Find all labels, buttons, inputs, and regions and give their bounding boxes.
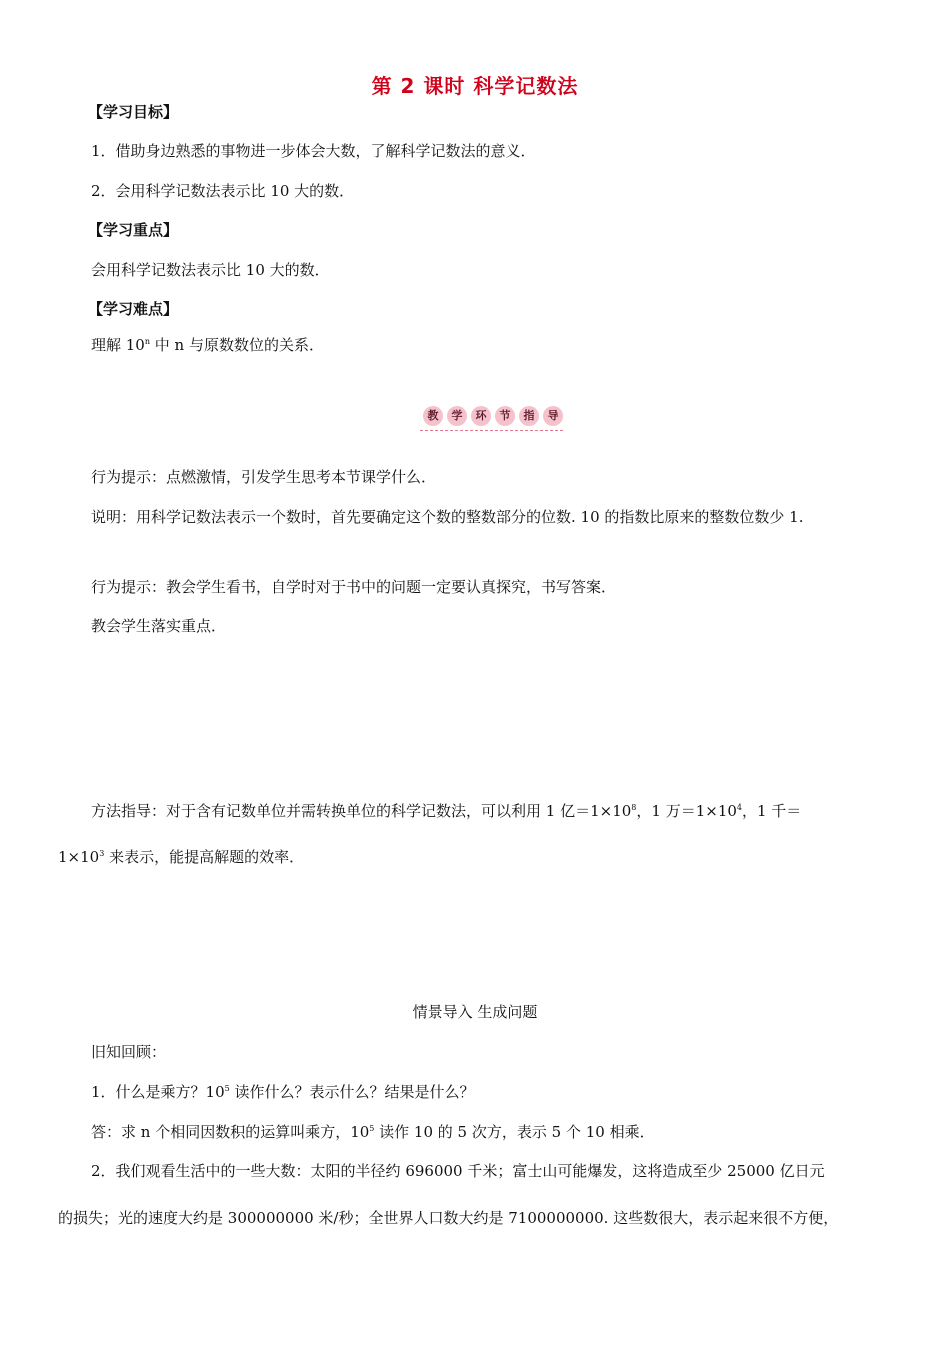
question-1-exponent: 5 (224, 1084, 230, 1093)
guidance-hint-2: 行为提示：教会学生看书，自学时对于书中的问题一定要认真探究，书写答案． (91, 578, 617, 596)
section-heading: 情景导入 生成问题 (412, 1003, 538, 1021)
badge-char: 教 (423, 406, 443, 426)
difficulties-text (91, 335, 324, 355)
badge-char: 节 (495, 406, 515, 426)
method-text-e: 来表示，能提高解题的效率． (104, 848, 305, 866)
difficulties-exponent: n (144, 337, 151, 346)
method-line-2 (58, 847, 304, 867)
objectives-heading: 【学习目标】 (88, 103, 179, 121)
question-1 (91, 1082, 475, 1102)
objective-item-1: 1．借助身边熟悉的事物进一步体会大数，了解科学记数法的意义． (91, 142, 536, 160)
method-text-b: ，1 万＝1×10 (636, 802, 737, 820)
answer-1-exponent: 5 (369, 1124, 375, 1133)
question-2-line-1: 2．我们观看生活中的一些大数：太阳的半径约 696000 千米；富士山可能爆发，这将造成至少 25000 亿日元 (91, 1162, 825, 1180)
badge-char: 指 (519, 406, 539, 426)
guidance-hint-3: 教会学生落实重点． (91, 617, 227, 635)
objective-item-2: 2．会用科学记数法表示比 10 大的数． (91, 182, 355, 200)
method-text-d: 1×10 (58, 848, 100, 866)
method-text-c: ，1 千＝ (742, 802, 802, 820)
method-exponent-2: 4 (736, 803, 742, 812)
difficulties-heading: 【学习难点】 (88, 300, 179, 318)
difficulties-text-before: 理解 10 (91, 336, 145, 354)
key-points-heading: 【学习重点】 (88, 221, 179, 239)
badge-char: 环 (471, 406, 491, 426)
section-badge (423, 404, 566, 428)
guidance-hint-1: 行为提示：点燃激情，引发学生思考本节课学什么． (91, 468, 437, 486)
method-line-1 (91, 801, 801, 821)
key-points-text: 会用科学记数法表示比 10 大的数． (91, 261, 330, 279)
question-1-text-a: 1．什么是乘方？10 (91, 1083, 225, 1101)
method-exponent-3: 3 (99, 849, 105, 858)
guidance-note-1: 说明：用科学记数法表示一个数时，首先要确定这个数的整数部分的位数. 10 的指数比原来的整数位数少 1. (91, 508, 804, 526)
review-label: 旧知回顾： (91, 1043, 167, 1061)
badge-char: 学 (447, 406, 467, 426)
question-2-line-2: 的损失；光的速度大约是 300000000 米/秒；全世界人口数大约是 7100000000. 这些数很大，表示起来很不方便， (58, 1209, 839, 1227)
answer-1-text-a: 答：求 n 个相同因数积的运算叫乘方，10 (91, 1123, 370, 1141)
badge-char: 导 (543, 406, 563, 426)
answer-1-text-b: 读作 10 的 5 次方，表示 5 个 10 相乘． (374, 1123, 655, 1141)
difficulties-text-after: 中 n 与原数数位的关系． (150, 336, 324, 354)
page-title: 第 2 课时 科学记数法 (371, 74, 579, 98)
method-text-a: 方法指导：对于含有记数单位并需转换单位的科学记数法，可以利用 1 亿＝1×10 (91, 802, 632, 820)
answer-1 (91, 1122, 655, 1142)
badge-underline (420, 430, 563, 431)
method-exponent-1: 8 (631, 803, 637, 812)
question-1-text-b: 读作什么？表示什么？结果是什么？ (229, 1083, 475, 1101)
